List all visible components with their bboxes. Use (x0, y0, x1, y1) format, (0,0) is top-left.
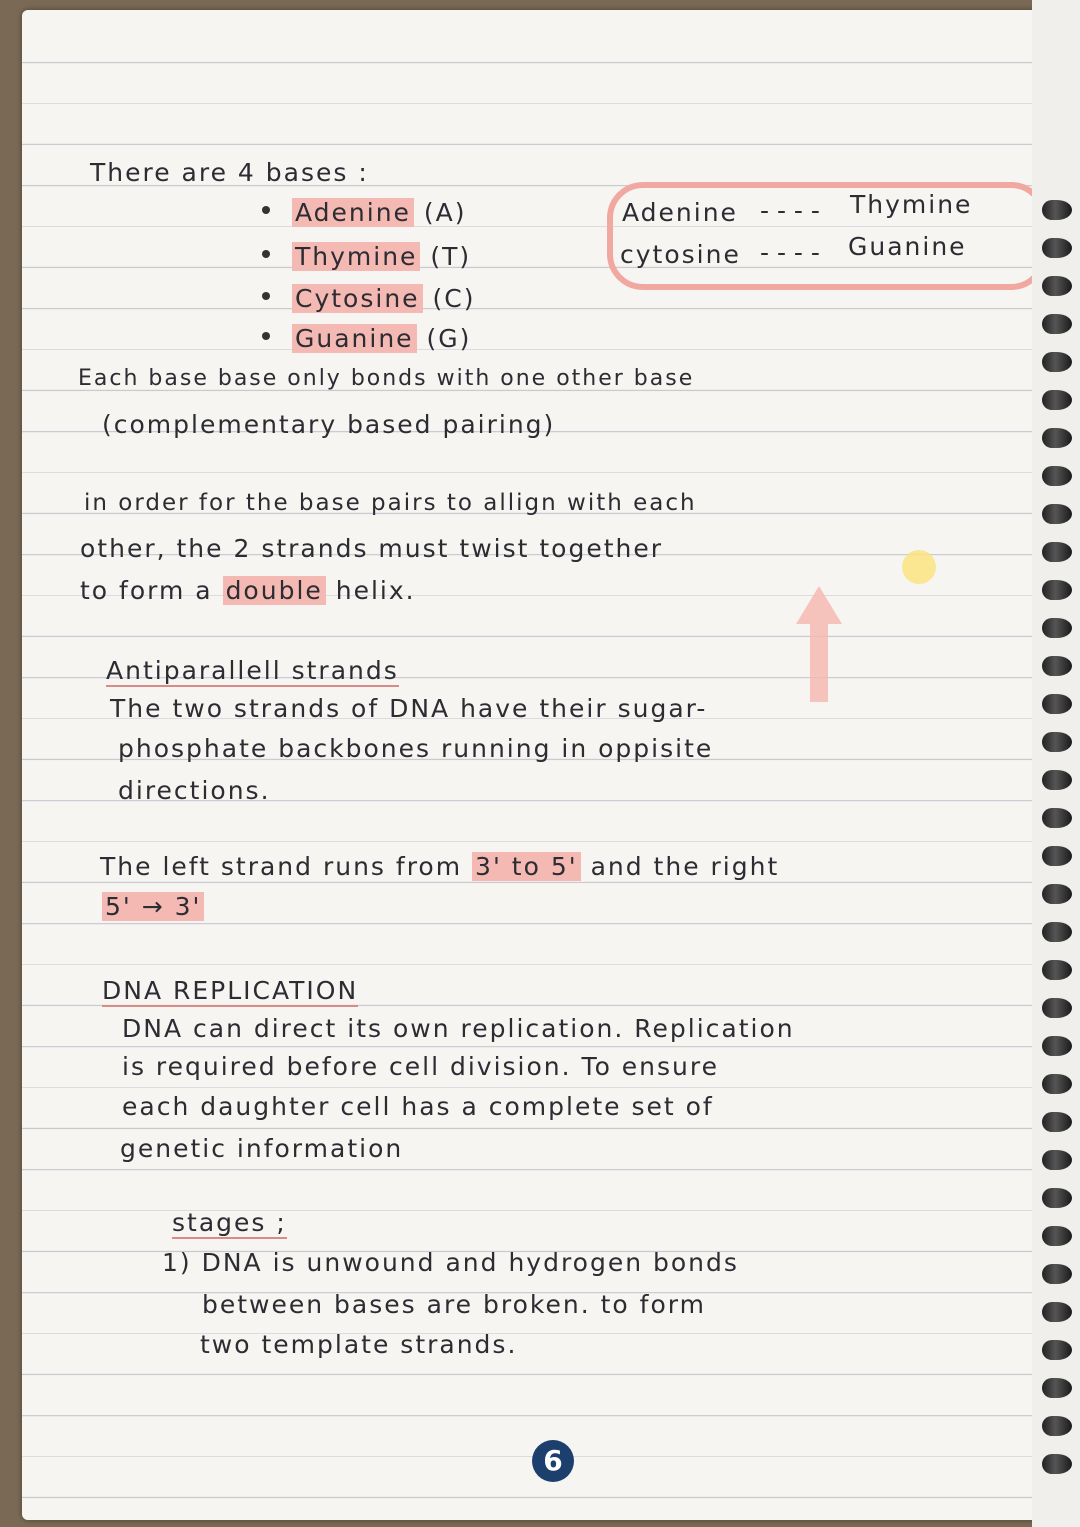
bullet (262, 250, 270, 258)
notebook-page (22, 10, 1042, 1520)
spiral-ring (1042, 1188, 1072, 1208)
stages-line2: between bases are broken. to form (202, 1290, 706, 1319)
each-base-line2: (complementary based pairing) (102, 410, 556, 439)
antiparallel-line1: The two strands of DNA have their sugar- (110, 694, 708, 723)
spiral-ring (1042, 998, 1072, 1018)
spiral-ring (1042, 1378, 1072, 1398)
base-item: Adenine (A) (292, 198, 467, 227)
spiral-ring (1042, 1454, 1072, 1474)
pair-right: Thymine (850, 190, 973, 219)
helix-line1: in order for the base pairs to allign with each (84, 490, 697, 516)
spiral-binding (1032, 0, 1080, 1527)
pair-dashes: - - - - (760, 196, 820, 225)
spiral-ring (1042, 770, 1072, 790)
bases-intro: There are 4 bases : (90, 158, 369, 187)
spiral-ring (1042, 466, 1072, 486)
helix-line3: to form a double helix. (80, 576, 416, 605)
spiral-ring (1042, 656, 1072, 676)
replication-line4: genetic information (120, 1134, 404, 1163)
spiral-ring (1042, 1036, 1072, 1056)
spiral-ring (1042, 1340, 1072, 1360)
spiral-ring (1042, 694, 1072, 714)
spiral-ring (1042, 1302, 1072, 1322)
replication-line3: each daughter cell has a complete set of (122, 1092, 714, 1121)
spiral-ring (1042, 314, 1072, 334)
bullet (262, 206, 270, 214)
spiral-ring (1042, 1264, 1072, 1284)
spiral-ring (1042, 200, 1072, 220)
antiparallel-line3: directions. (118, 776, 271, 805)
spiral-ring (1042, 732, 1072, 752)
spiral-ring (1042, 922, 1072, 942)
pair-right: Guanine (848, 232, 967, 261)
spiral-ring (1042, 960, 1072, 980)
spiral-ring (1042, 504, 1072, 524)
pair-left: Adenine (622, 198, 738, 227)
base-item: Cytosine (C) (292, 284, 475, 313)
stages-line1: 1) DNA is unwound and hydrogen bonds (162, 1248, 739, 1277)
each-base-line1: Each base base only bonds with one other base (78, 366, 695, 391)
page-number: 6 (532, 1440, 574, 1482)
replication-heading: DNA REPLICATION (102, 976, 359, 1005)
spiral-ring (1042, 1226, 1072, 1246)
replication-line2: is required before cell division. To ensure (122, 1052, 720, 1081)
arrow-up-icon (794, 584, 844, 704)
base-item: Thymine (T) (292, 242, 471, 271)
base-item: Guanine (G) (292, 324, 471, 353)
spiral-ring (1042, 618, 1072, 638)
strand-direction-line2: 5' → 3' (102, 892, 204, 921)
spiral-ring (1042, 542, 1072, 562)
strand-direction-line1: The left strand runs from 3' to 5' and the right (100, 852, 780, 881)
stages-heading: stages ; (172, 1208, 287, 1237)
bullet (262, 292, 270, 300)
pair-left: cytosine (620, 240, 741, 269)
spiral-ring (1042, 580, 1072, 600)
pair-dashes: - - - - (760, 238, 820, 267)
bullet (262, 332, 270, 340)
spiral-ring (1042, 884, 1072, 904)
antiparallel-line2: phosphate backbones running in oppisite (118, 734, 714, 763)
spiral-ring (1042, 1416, 1072, 1436)
spiral-ring (1042, 1074, 1072, 1094)
replication-line1: DNA can direct its own replication. Replication (122, 1014, 795, 1043)
spiral-ring (1042, 808, 1072, 828)
yellow-smudge (902, 550, 936, 584)
antiparallel-heading: Antiparallell strands (106, 656, 399, 685)
spiral-ring (1042, 1112, 1072, 1132)
spiral-ring (1042, 352, 1072, 372)
spiral-ring (1042, 846, 1072, 866)
spiral-ring (1042, 428, 1072, 448)
spiral-ring (1042, 390, 1072, 410)
helix-line2: other, the 2 strands must twist together (80, 534, 664, 563)
stages-line3: two template strands. (200, 1330, 518, 1359)
spiral-ring (1042, 276, 1072, 296)
spiral-ring (1042, 1150, 1072, 1170)
spiral-ring (1042, 238, 1072, 258)
